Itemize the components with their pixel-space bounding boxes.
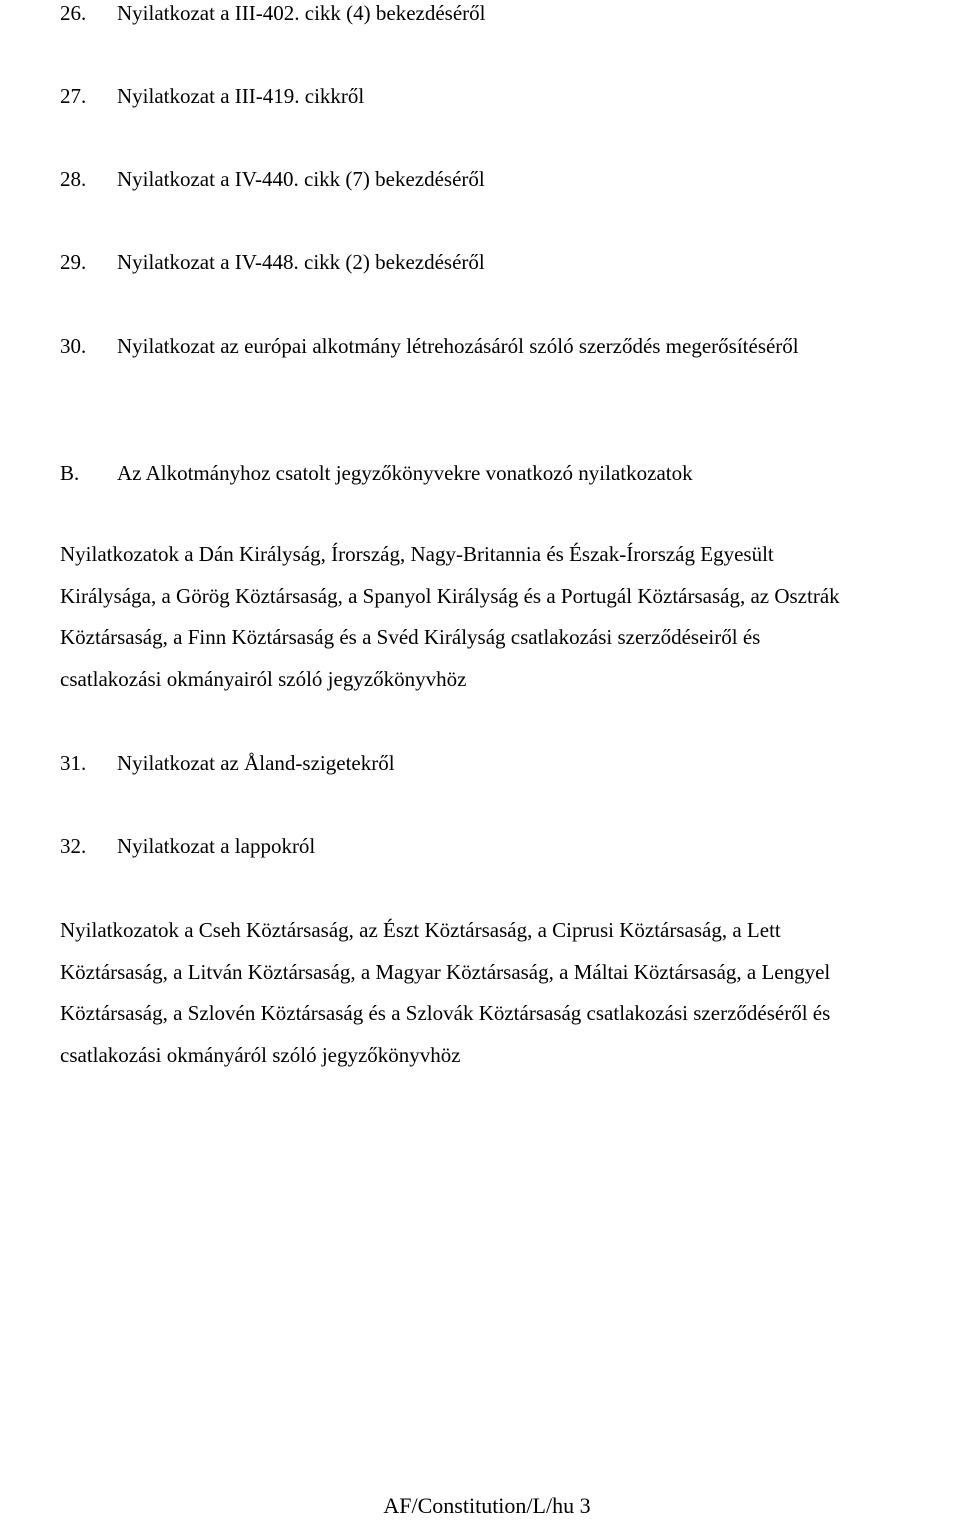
section-title: Az Alkotmányhoz csatolt jegyzőkönyvekre vonatkozó nyilatkozatok: [117, 461, 693, 485]
item-text: Nyilatkozat a IV-448. cikk (2) bekezdéséről: [117, 250, 485, 274]
item-number: 31.: [60, 751, 87, 775]
item-text: Nyilatkozat a III-419. cikkről: [117, 84, 365, 108]
item-number: 27.: [60, 84, 87, 108]
item-number: 32.: [60, 834, 87, 858]
paragraph-line: Nyilatkozatok a Dán Királyság, Írország, Nagy-Britannia és Észak-Írország Egyesült: [60, 542, 774, 566]
item-text: Nyilatkozat az Åland-szigetekről: [117, 751, 395, 775]
item-number: 29.: [60, 250, 87, 274]
item-number: 26.: [60, 1, 87, 25]
paragraph-line: Köztársaság, a Szlovén Köztársaság és a Szlovák Köztársaság csatlakozási szerződéséről és: [60, 1001, 831, 1026]
item-number: 28.: [60, 167, 87, 191]
item-text: Nyilatkozat a lappokról: [117, 834, 316, 858]
paragraph-line: Köztársaság, a Litván Köztársaság, a Magyar Köztársaság, a Máltai Köztársaság, a Lengyel: [60, 959, 831, 984]
paragraph-line: csatlakozási okmányairól szóló jegyzőkönyvhöz: [60, 667, 467, 692]
page-footer: [0, 1493, 960, 1519]
paragraph-line: Köztársaság, a Finn Köztársaság és a Svéd Királyság csatlakozási szerződéseiről és: [60, 625, 761, 650]
paragraph: [60, 910, 940, 1077]
item-text: Nyilatkozat a III-402. cikk (4) bekezdéséről: [117, 1, 486, 25]
footer-reference: AF/Constitution/L/hu 3: [383, 1493, 591, 1518]
item-text: Nyilatkozat az európai alkotmány létrehozásáról szóló szerződés megerősítéséről: [117, 334, 799, 358]
section-number: B.: [60, 461, 80, 485]
paragraph-line: csatlakozási okmányáról szóló jegyzőkönyvhöz: [60, 1043, 461, 1068]
paragraph-line: Nyilatkozatok a Cseh Köztársaság, az Észt Köztársaság, a Ciprusi Köztársaság, a Lett: [60, 918, 781, 942]
item-text: Nyilatkozat a IV-440. cikk (7) bekezdéséről: [117, 167, 485, 191]
paragraph: [60, 534, 940, 701]
paragraph-line: Királysága, a Görög Köztársaság, a Spanyol Királyság és a Portugál Köztársaság, az Osztrák: [60, 583, 840, 608]
item-number: 30.: [60, 334, 87, 358]
